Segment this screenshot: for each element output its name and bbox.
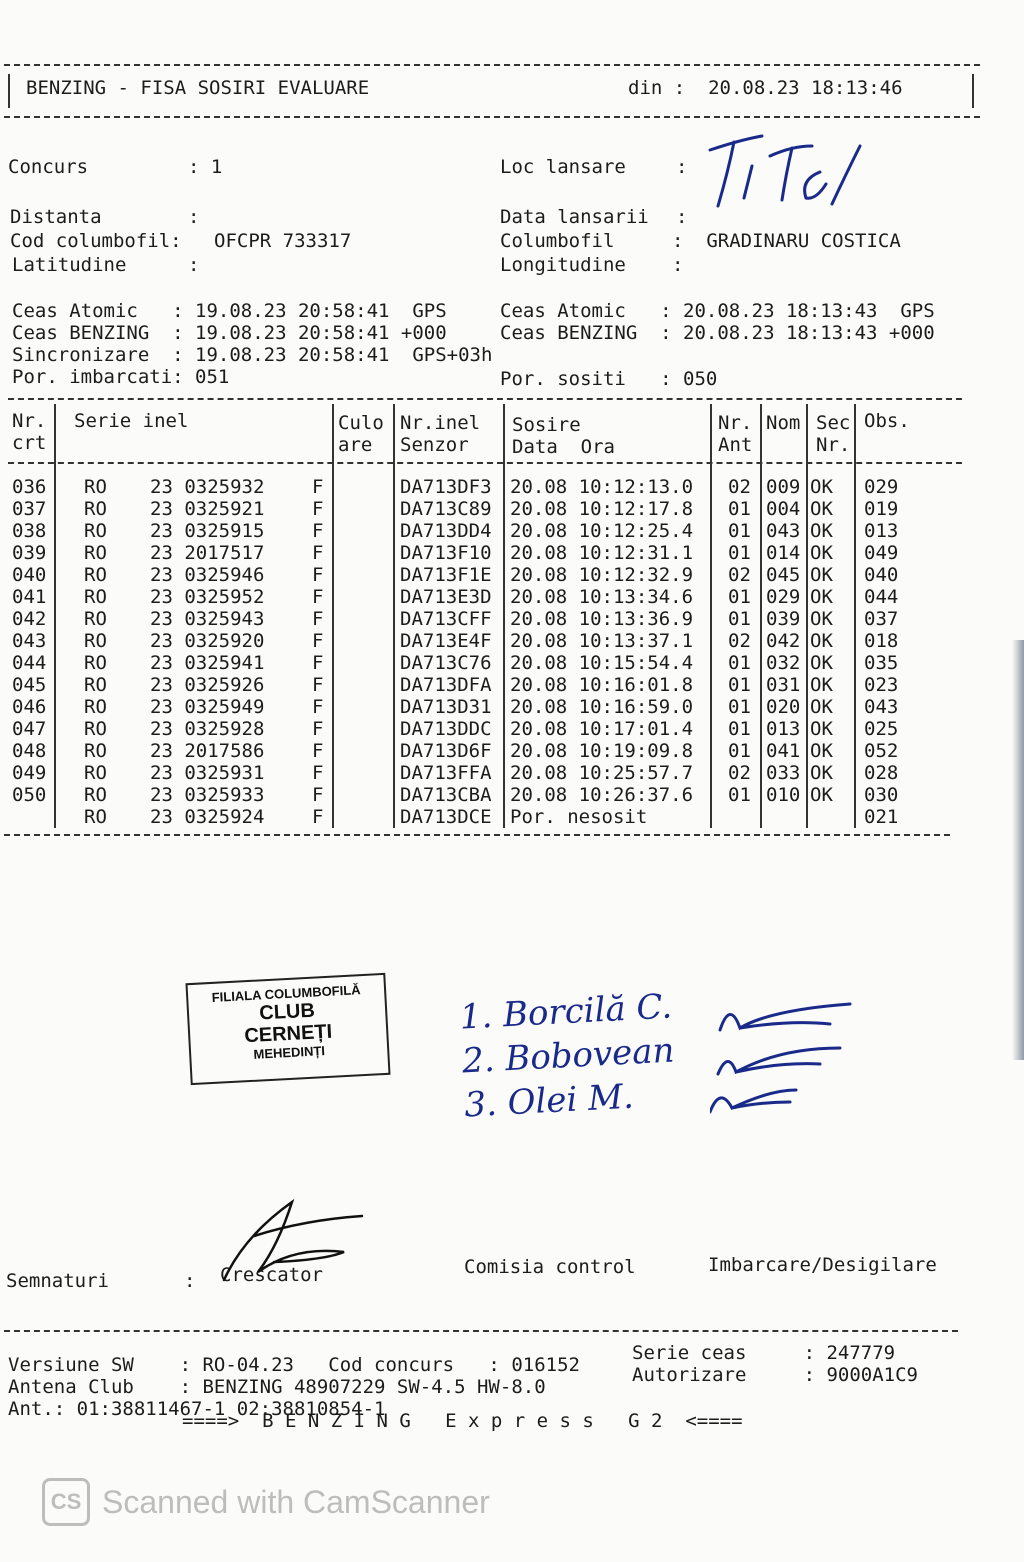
table-cell: DA713C89 <box>400 498 492 520</box>
table-cell: 23 0325933 <box>150 784 265 806</box>
footer-line-3: Ant.: 01:38811467-1 02:38810854-1 <box>8 1398 386 1420</box>
table-cell: 23 0325926 <box>150 674 265 696</box>
header-nr: Nr. <box>12 410 47 432</box>
latitudine-label: Latitudine <box>12 254 127 276</box>
table-cell: 01 <box>728 586 751 608</box>
loc-lansare-value: : <box>676 156 688 178</box>
table-cell: DA713D31 <box>400 696 492 718</box>
table-cell: F <box>312 542 324 564</box>
handwritten-location <box>700 128 880 218</box>
header-nr-inel: Nr.inel <box>400 412 481 434</box>
table-cell: 20.08 10:12:31.1 <box>510 542 694 564</box>
cod-columbofil-label: Cod columbofil: <box>10 230 182 252</box>
clock-left-2: Ceas BENZING : 19.08.23 20:58:41 +000 <box>12 322 447 344</box>
stamp-line-3: CERNEȚI <box>243 1020 333 1048</box>
clock-left-3: Sincronizare : 19.08.23 20:58:41 GPS+03h <box>12 344 493 366</box>
table-cell: F <box>312 476 324 498</box>
table-cell: DA713E3D <box>400 586 492 608</box>
table-cell: 01 <box>728 674 751 696</box>
table-header-divider <box>8 462 962 464</box>
table-cell: DA713D6F <box>400 740 492 762</box>
table-cell: 20.08 10:13:36.9 <box>510 608 694 630</box>
table-cell: 02 <box>728 630 751 652</box>
table-cell: 23 0325920 <box>150 630 265 652</box>
table-cell: OK <box>810 674 833 696</box>
table-cell: 032 <box>766 652 801 674</box>
table-cell: RO <box>84 542 107 564</box>
table-cell: 050 <box>12 784 47 806</box>
table-cell: OK <box>810 652 833 674</box>
footer-line-1-left: Versiune SW : RO-04.23 Cod concurs : 016152 <box>8 1354 580 1376</box>
table-cell: Por. nesosit <box>510 806 648 828</box>
data-lansarii-label: Data lansarii <box>500 206 649 228</box>
table-cell: 01 <box>728 498 751 520</box>
table-cell: F <box>312 520 324 542</box>
table-cell: 20.08 10:19:09.8 <box>510 740 694 762</box>
report-title: BENZING - FISA SOSIRI EVALUARE <box>26 77 370 99</box>
table-cell: 23 0325943 <box>150 608 265 630</box>
table-cell: 23 0325932 <box>150 476 265 498</box>
table-cell: 004 <box>766 498 801 520</box>
table-cell: 047 <box>12 718 47 740</box>
table-cell: 20.08 10:26:37.6 <box>510 784 694 806</box>
clock-right-4: Por. sositi : 050 <box>500 368 718 390</box>
table-cell: 049 <box>864 542 899 564</box>
table-cell: RO <box>84 806 107 828</box>
table-cell: RO <box>84 608 107 630</box>
header-border-top <box>4 64 980 66</box>
table-cell: 043 <box>12 630 47 652</box>
commission-member-3: 3. Olei M. <box>463 1076 635 1126</box>
table-cell: 23 0325949 <box>150 696 265 718</box>
table-cell: OK <box>810 740 833 762</box>
table-cell: 014 <box>766 542 801 564</box>
table-cell: 010 <box>766 784 801 806</box>
table-cell: RO <box>84 520 107 542</box>
table-cell: 23 2017517 <box>150 542 265 564</box>
table-cell: 01 <box>728 652 751 674</box>
table-cell: RO <box>84 498 107 520</box>
table-cell: 023 <box>864 674 899 696</box>
commission-signatures <box>710 990 860 1120</box>
table-cell: F <box>312 608 324 630</box>
table-cell: 20.08 10:16:59.0 <box>510 696 694 718</box>
footer-divider <box>4 1330 958 1332</box>
table-border-top <box>8 398 962 400</box>
table-cell: 01 <box>728 784 751 806</box>
table-cell: 029 <box>864 476 899 498</box>
comisia-label: Comisia control <box>464 1256 636 1278</box>
table-cell: 009 <box>766 476 801 498</box>
header-culoare: Culo <box>338 412 384 434</box>
table-cell: 045 <box>766 564 801 586</box>
table-cell: OK <box>810 784 833 806</box>
table-cell: 01 <box>728 718 751 740</box>
table-cell: 035 <box>864 652 899 674</box>
table-cell: 043 <box>766 520 801 542</box>
columbofil-value: : GRADINARU COSTICA <box>672 230 901 252</box>
table-cell: F <box>312 806 324 828</box>
table-cell: RO <box>84 476 107 498</box>
table-cell: 019 <box>864 498 899 520</box>
table-cell: 20.08 10:16:01.8 <box>510 674 694 696</box>
col-divider <box>54 404 56 828</box>
table-cell: 030 <box>864 784 899 806</box>
table-cell: RO <box>84 696 107 718</box>
table-cell: 23 0325915 <box>150 520 265 542</box>
table-cell: F <box>312 586 324 608</box>
loc-lansare-label: Loc lansare <box>500 156 626 178</box>
table-cell: 025 <box>864 718 899 740</box>
table-cell: F <box>312 696 324 718</box>
camscanner-logo-icon: CS <box>42 1478 90 1526</box>
col-divider <box>760 404 762 828</box>
table-cell: 039 <box>766 608 801 630</box>
table-cell: DA713CFF <box>400 608 492 630</box>
table-cell: F <box>312 630 324 652</box>
table-cell: 039 <box>12 542 47 564</box>
concurs-value: : 1 <box>188 156 223 178</box>
table-cell: DA713DD4 <box>400 520 492 542</box>
commission-handwriting <box>459 985 678 1128</box>
footer-line-1-right: Serie ceas : 247779 <box>632 1342 896 1364</box>
table-cell: 041 <box>766 740 801 762</box>
col-divider <box>503 404 505 828</box>
table-cell: 038 <box>12 520 47 542</box>
table-cell: 052 <box>864 740 899 762</box>
table-cell: 23 0325921 <box>150 498 265 520</box>
distanta-value: : <box>188 206 200 228</box>
table-cell: 048 <box>12 740 47 762</box>
table-cell: DA713FFA <box>400 762 492 784</box>
table-cell: DA713DDC <box>400 718 492 740</box>
table-cell: 01 <box>728 542 751 564</box>
header-nom: Nom <box>766 412 801 434</box>
crescator-label: Crescator <box>220 1264 323 1286</box>
footer-line-4: ====> B E N Z I N G E x p r e s s G 2 <==== <box>182 1410 743 1432</box>
table-cell: 013 <box>766 718 801 740</box>
table-cell: F <box>312 784 324 806</box>
table-cell: 040 <box>864 564 899 586</box>
table-cell: OK <box>810 696 833 718</box>
footer-line-2-right: Autorizare : 9000A1C9 <box>632 1364 918 1386</box>
header-border-left <box>8 74 10 108</box>
table-cell: 031 <box>766 674 801 696</box>
table-cell: 01 <box>728 696 751 718</box>
table-cell: 01 <box>728 520 751 542</box>
data-lansarii-value: : <box>676 206 688 228</box>
table-cell: 20.08 10:12:17.8 <box>510 498 694 520</box>
table-cell: DA713DFA <box>400 674 492 696</box>
col-divider <box>854 404 856 828</box>
cod-columbofil-value: OFCPR 733317 <box>214 230 352 252</box>
camscanner-text: Scanned with CamScanner <box>102 1483 490 1520</box>
table-cell: OK <box>810 476 833 498</box>
table-cell: OK <box>810 630 833 652</box>
club-stamp <box>185 973 390 1085</box>
header-ant: Ant <box>718 434 753 456</box>
header-border-bottom <box>4 116 980 118</box>
table-cell: OK <box>810 718 833 740</box>
latitudine-value: : <box>188 254 200 276</box>
clock-right-1: Ceas Atomic : 20.08.23 18:13:43 GPS <box>500 300 935 322</box>
table-cell: 044 <box>12 652 47 674</box>
longitudine-label: Longitudine <box>500 254 626 276</box>
table-cell: 049 <box>12 762 47 784</box>
table-cell: 23 2017586 <box>150 740 265 762</box>
table-cell: 042 <box>766 630 801 652</box>
header-nr-ant: Nr. <box>718 412 753 434</box>
table-cell: 042 <box>12 608 47 630</box>
table-cell: 23 0325924 <box>150 806 265 828</box>
table-cell: 23 0325941 <box>150 652 265 674</box>
table-cell: 018 <box>864 630 899 652</box>
table-cell: F <box>312 564 324 586</box>
table-cell: 20.08 10:13:37.1 <box>510 630 694 652</box>
table-cell: RO <box>84 630 107 652</box>
table-cell: 23 0325952 <box>150 586 265 608</box>
table-cell: OK <box>810 762 833 784</box>
table-cell: 20.08 10:17:01.4 <box>510 718 694 740</box>
table-cell: RO <box>84 564 107 586</box>
header-sec-nr: Nr. <box>816 434 851 456</box>
table-cell: OK <box>810 586 833 608</box>
table-cell: F <box>312 762 324 784</box>
commission-member-2: 2. Bobovean <box>461 1030 676 1082</box>
semnaturi-label: Semnaturi <box>6 1270 109 1292</box>
table-cell: 20.08 10:15:54.4 <box>510 652 694 674</box>
header-serie-inel: Serie inel <box>74 410 189 432</box>
header-sosire: Sosire <box>512 414 581 436</box>
table-cell: 029 <box>766 586 801 608</box>
table-cell: F <box>312 652 324 674</box>
table-cell: F <box>312 674 324 696</box>
table-cell: 23 0325928 <box>150 718 265 740</box>
distanta-label: Distanta <box>10 206 102 228</box>
semnaturi-colon: : <box>184 1270 196 1292</box>
commission-member-1: 1. Borcilă C. <box>458 986 674 1038</box>
imbarcare-label: Imbarcare/Desigilare <box>708 1254 937 1276</box>
table-cell: 033 <box>766 762 801 784</box>
table-cell: 020 <box>766 696 801 718</box>
table-cell: 02 <box>728 564 751 586</box>
table-cell: 02 <box>728 476 751 498</box>
concurs-label: Concurs <box>8 156 89 178</box>
table-cell: RO <box>84 586 107 608</box>
table-cell: 01 <box>728 740 751 762</box>
header-border-right <box>972 74 974 108</box>
table-cell: 043 <box>864 696 899 718</box>
stamp-line-1: FILIALA COLUMBOFILĂ <box>211 982 361 1005</box>
table-cell: 037 <box>12 498 47 520</box>
table-cell: 23 0325931 <box>150 762 265 784</box>
col-divider <box>332 404 334 828</box>
table-cell: 046 <box>12 696 47 718</box>
camscanner-watermark <box>42 1478 490 1526</box>
stamp-line-2: CLUB <box>258 999 316 1025</box>
table-cell: DA713CBA <box>400 784 492 806</box>
col-divider <box>806 404 808 828</box>
header-crt: crt <box>12 432 47 454</box>
table-cell: OK <box>810 498 833 520</box>
col-divider <box>393 404 395 828</box>
header-are: are <box>338 434 373 456</box>
table-cell: F <box>312 718 324 740</box>
table-cell: 23 0325946 <box>150 564 265 586</box>
report-date: din : 20.08.23 18:13:46 <box>628 77 903 99</box>
table-border-bottom <box>4 834 950 836</box>
table-cell: 045 <box>12 674 47 696</box>
scan-edge-shadow <box>1012 640 1024 1060</box>
table-cell: 044 <box>864 586 899 608</box>
clock-left-1: Ceas Atomic : 19.08.23 20:58:41 GPS <box>12 300 447 322</box>
table-cell: RO <box>84 652 107 674</box>
header-senzor: Senzor <box>400 434 469 456</box>
table-cell: RO <box>84 674 107 696</box>
clock-left-4: Por. imbarcati: 051 <box>12 366 230 388</box>
table-cell: DA713F1E <box>400 564 492 586</box>
table-cell: OK <box>810 520 833 542</box>
table-cell: OK <box>810 542 833 564</box>
stamp-line-4: MEHEDINȚI <box>253 1043 326 1062</box>
table-cell: DA713E4F <box>400 630 492 652</box>
footer-line-2-left: Antena Club : BENZING 48907229 SW-4.5 HW-8.0 <box>8 1376 546 1398</box>
clock-right-2: Ceas BENZING : 20.08.23 18:13:43 +000 <box>500 322 935 344</box>
table-cell: F <box>312 740 324 762</box>
table-cell: RO <box>84 784 107 806</box>
columbofil-label: Columbofil <box>500 230 615 252</box>
col-divider <box>710 404 712 828</box>
table-cell: 20.08 10:12:32.9 <box>510 564 694 586</box>
table-cell: RO <box>84 762 107 784</box>
table-cell: 036 <box>12 476 47 498</box>
header-sec: Sec <box>816 412 851 434</box>
table-cell: 20.08 10:13:34.6 <box>510 586 694 608</box>
crescator-signature <box>214 1196 374 1292</box>
table-cell: DA713F10 <box>400 542 492 564</box>
header-data-ora: Data Ora <box>512 436 615 458</box>
table-cell: DA713DF3 <box>400 476 492 498</box>
longitudine-value: : <box>672 254 684 276</box>
table-cell: RO <box>84 740 107 762</box>
table-cell: 20.08 10:12:25.4 <box>510 520 694 542</box>
table-cell: 037 <box>864 608 899 630</box>
table-cell: OK <box>810 564 833 586</box>
header-obs: Obs. <box>864 410 910 432</box>
table-cell: 028 <box>864 762 899 784</box>
table-cell: 013 <box>864 520 899 542</box>
table-cell: DA713DCE <box>400 806 492 828</box>
table-cell: 01 <box>728 608 751 630</box>
table-cell: 20.08 10:25:57.7 <box>510 762 694 784</box>
table-cell: 021 <box>864 806 899 828</box>
table-cell: DA713C76 <box>400 652 492 674</box>
table-cell: 041 <box>12 586 47 608</box>
table-cell: 20.08 10:12:13.0 <box>510 476 694 498</box>
table-cell: RO <box>84 718 107 740</box>
table-cell: F <box>312 498 324 520</box>
table-cell: 040 <box>12 564 47 586</box>
table-cell: OK <box>810 608 833 630</box>
table-cell: 02 <box>728 762 751 784</box>
